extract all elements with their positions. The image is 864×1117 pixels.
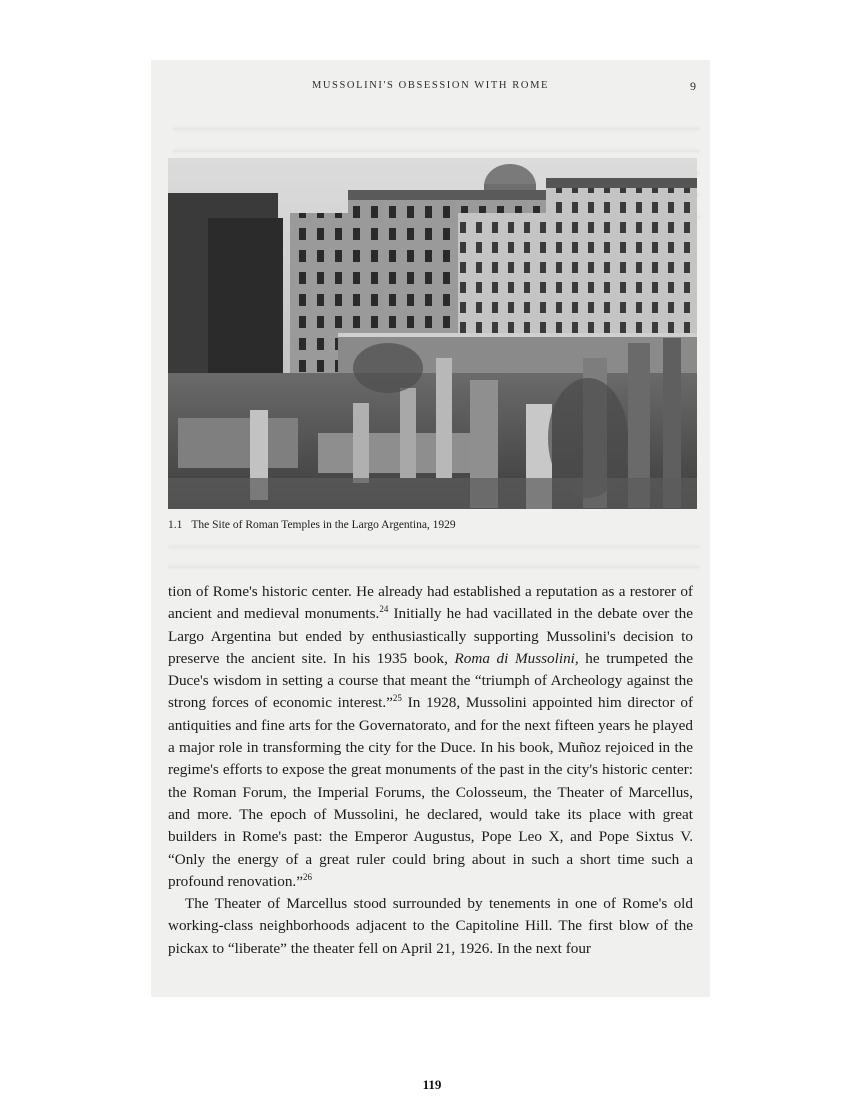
archaeology-photo-icon xyxy=(168,158,697,509)
paragraph-1-part-3: he trumpeted the Duce's wisdom in setting a course that meant the “triumph of Archeology against the strong forces of economic interest.” xyxy=(168,649,693,712)
footnote-ref-24: 24 xyxy=(379,604,389,615)
paragraph-1-part-4: In 1928, Mussolini appointed him director of antiquities and fine arts for the Governatorato, and for the next fifteen years he played a major role in transforming the city for the Duce. In his book, Muñoz rejoiced in the regime's efforts to expose the great monuments of the past in the city's historic center: the Roman Forum, the Imperial Forums, the Colosseum, the Theater of Marcellus, and more. The epoch of Mussolini, he declared, would take its place with great builders in Rome's past: the Emperor Augustus, Pope Leo X, and Pope Sixtus V. “Only the energy of a great ruler could bring about in such a short time such a profound renovation.” xyxy=(168,694,694,890)
paragraph-1-part-1: tion of Rome's historic center. He already had established a reputation as a restorer of ancient and medieval monuments. xyxy=(168,583,693,623)
book-title: Roma di Mussolini, xyxy=(454,649,579,667)
footnote-ref-26: 26 xyxy=(302,871,312,882)
paragraph-1-part-2: Initially he had vacillated in the debate over the Largo Argentina but ended by enthusiastically supporting Mussolini's decision to preserve the ancient site. In his 1935 book, xyxy=(168,605,693,667)
paragraph-1 xyxy=(168,581,693,893)
figure-caption-text: The Site of Roman Temples in the Largo Argentina, 1929 xyxy=(191,519,456,531)
figure-caption xyxy=(168,519,698,531)
page-number: 119 xyxy=(422,1077,442,1092)
body-text xyxy=(168,581,693,960)
figure-number: 1.1 xyxy=(168,519,183,531)
figure-photo xyxy=(168,158,697,509)
footnote-ref-25: 25 xyxy=(392,693,402,704)
running-head: MUSSOLINI'S OBSESSION WITH ROME xyxy=(311,80,550,91)
folio-number: 9 xyxy=(690,79,696,93)
bleed-through-text-lower xyxy=(168,538,700,578)
scanned-page xyxy=(151,60,710,997)
paragraph-2: The Theater of Marcellus stood surrounded by tenements in one of Rome's old working-class neighborhoods adjacent to the Capitoline Hill. The first blow of the pickax to “liberate” the theater fell on April 21, 1926. In the next four xyxy=(168,895,693,957)
